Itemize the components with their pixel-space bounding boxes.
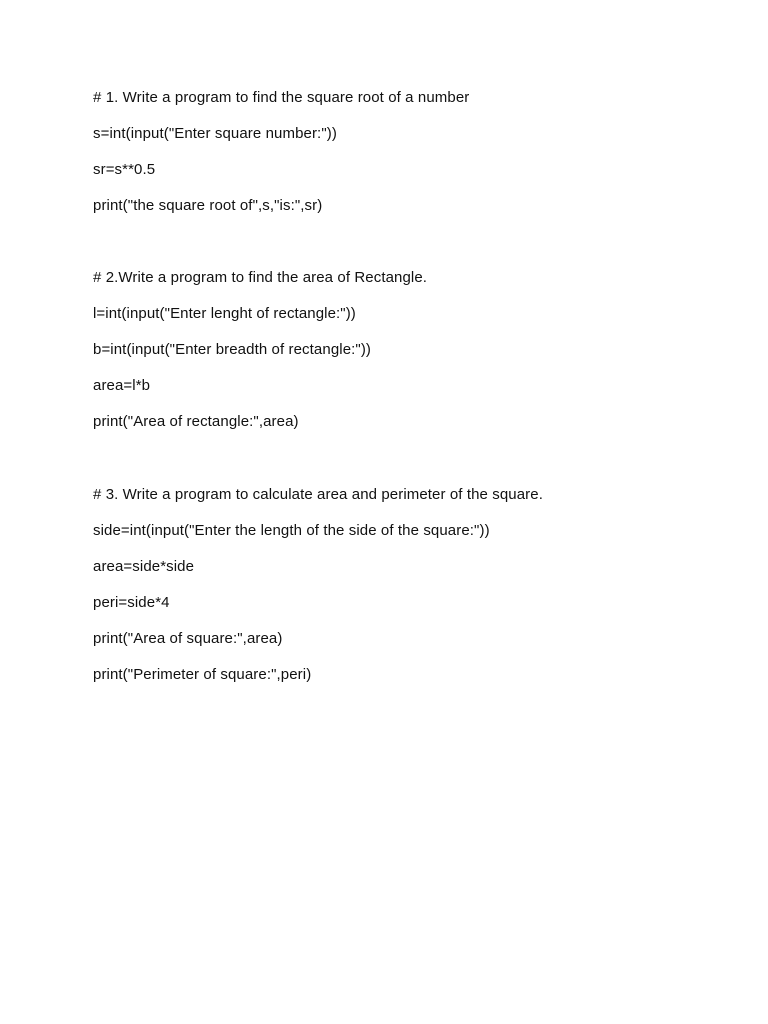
comment-line: # 3. Write a program to calculate area and perimeter of the square.	[93, 486, 543, 503]
code-line: area=l*b	[93, 377, 151, 394]
code-line: sr=s**0.5	[93, 161, 156, 178]
code-line: l=int(input("Enter lenght of rectangle:"))	[93, 305, 356, 322]
code-line: area=side*side	[93, 558, 195, 575]
code-line: print("the square root of",s,"is:",sr)	[93, 197, 323, 214]
code-line: peri=side*4	[93, 594, 170, 611]
code-line: s=int(input("Enter square number:"))	[93, 125, 337, 142]
code-line: print("Area of rectangle:",area)	[93, 413, 299, 430]
code-line: print("Area of square:",area)	[93, 630, 283, 647]
comment-line: # 2.Write a program to find the area of Rectangle.	[93, 269, 428, 286]
code-line: side=int(input("Enter the length of the side of the square:"))	[93, 522, 490, 539]
code-line: print("Perimeter of square:",peri)	[93, 666, 312, 683]
code-line: b=int(input("Enter breadth of rectangle:"))	[93, 341, 372, 358]
comment-line: # 1. Write a program to find the square root of a number	[93, 89, 470, 106]
